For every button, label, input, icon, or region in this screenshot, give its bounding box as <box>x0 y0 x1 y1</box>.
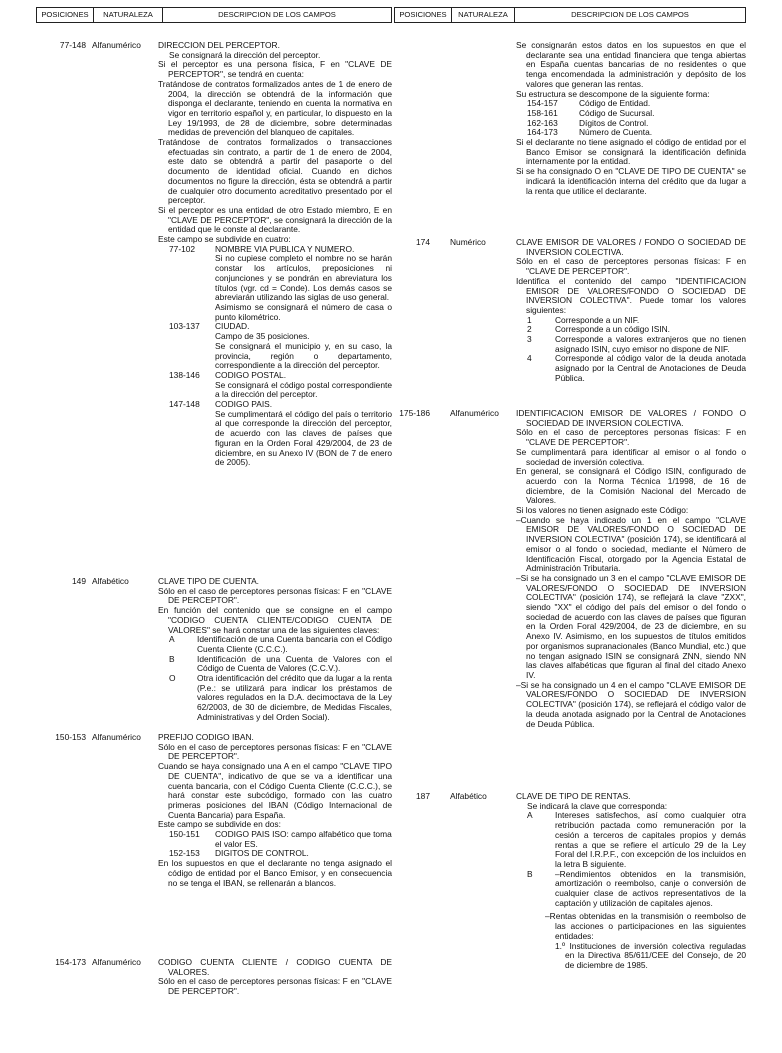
paragraph: Si no cupiese completo el nombre no se harán constar los artículos, preposiciones ni conjunciones y se pondrán en abreviatura los títulos (vgr. cd = Conde). Los demás casos se abreviarán utilizando las siglas de uso general. <box>215 253 392 303</box>
paragraph: Tratándose de contratos formalizados o transacciones efectuadas sin contrato, a partir de 1 de enero de 2004, este dato se obtendrá a partir del pasaporte o del documento de identidad oficial. Cuando en dichos documentos no figure la dirección, ésta se obtendrá a partir de cualquier otro documento acreditativo presentado por el perceptor. <box>158 137 392 206</box>
paragraph: Se indicará la clave que corresponda: <box>527 800 668 811</box>
option-item <box>516 870 746 909</box>
subfield-range: 150-151 <box>169 829 200 840</box>
field-position: 150-153 <box>55 732 86 742</box>
option-key: 3 <box>527 334 532 345</box>
option-item <box>158 655 392 674</box>
paragraph: Identifica el contenido del campo "IDENTIFICACION EMISOR DE VALORES/FONDO O SOCIEDAD DE INVERSION COLECTIVA". Puede tomar los valores siguientes: <box>516 275 746 315</box>
option-text: Identificación de una Cuenta de Valores con el Código de Cuenta de Valores (C.C.V.). <box>197 653 392 674</box>
field-type: Alfanumérico <box>450 408 499 418</box>
option-key: B <box>527 868 533 879</box>
option-text: –Rendimientos obtenidos en la transmisión, amortización o reembolso, canje o conversión de cualquier clase de activos representativos de la captación y utilización de capitales ajenos. <box>555 868 746 908</box>
subfield-range: 103-137 <box>169 321 200 332</box>
paragraph: Se cumplimentará el código del país o territorio al que corresponde la dirección del perceptor, de acuerdo con las claves de países que figuran en la Orden Foral 429/2004, de 23 de diciembre, en su Anexo IV (BON de 7 de enero de 2005). <box>215 408 392 468</box>
subfield-text: CODIGO PAIS ISO: campo alfabético que toma el valor ES. <box>215 829 392 849</box>
field-description <box>516 409 746 729</box>
right-header-table <box>394 7 746 23</box>
header-posiciones: POSICIONES <box>37 8 94 23</box>
field-title: CLAVE TIPO DE CUENTA. <box>158 576 259 586</box>
subfield-title: CODIGO POSTAL. <box>215 369 287 380</box>
field-description <box>158 733 392 888</box>
option-item <box>516 335 746 354</box>
left-column <box>36 0 392 997</box>
paragraph: En general, se consignará el Código ISIN, configurado de acuerdo con la Norma Técnica 1/1998, de 16 de diciembre, de la Comisión Nacional del Mercado de Valores. <box>516 466 746 506</box>
paragraph: –Rentas obtenidas en la transmisión o reembolso de las acciones o participaciones en las siguientes entidades: <box>545 911 746 941</box>
field-description <box>158 958 392 997</box>
option-key: O <box>169 673 176 684</box>
header-posiciones: POSICIONES <box>395 8 452 23</box>
field-position: 154-173 <box>55 957 86 967</box>
field-description <box>516 792 746 971</box>
range-text: Código de Sucursal. <box>579 107 655 118</box>
paragraph: Se consignarán estos datos en los supuestos en que el declarante sea una entidad financiera que tenga abiertas en España cuentas bancarias de no residentes o que tenga encomendada la administración y depósito de los valores que generan las rentas. <box>516 40 746 89</box>
option-key: B <box>169 653 175 664</box>
paragraph: Se cumplimentará para identificar al emisor o al fondo o sociedad de inversión colectiva. <box>516 446 746 467</box>
field-position: 149 <box>72 576 86 586</box>
option-text: Identificación de una Cuenta bancaria con el Código Cuenta Cliente (C.C.C.). <box>197 634 392 654</box>
field-position: 174 <box>416 237 430 247</box>
field-position: 175-186 <box>399 408 430 418</box>
subfield-text: DIGITOS DE CONTROL. <box>215 848 309 859</box>
paragraph: Este campo se subdivide en dos: <box>158 819 281 830</box>
field-title: PREFIJO CODIGO IBAN. <box>158 732 254 742</box>
field-type: Numérico <box>450 237 486 247</box>
range-text: Código de Entidad. <box>579 98 651 109</box>
paragraph: Asimismo se consignará el número de casa o punto kilométrico. <box>215 301 392 322</box>
subfield-title: CIUDAD. <box>215 321 250 332</box>
paragraph: Sólo en el caso de perceptores personas físicas: F en "CLAVE DE PERCEPTOR". <box>516 427 746 448</box>
paragraph: Su estructura se descompone de la siguiente forma: <box>516 88 710 99</box>
paragraph: Si el perceptor es una entidad de otro Estado miembro, E en "CLAVE DE PERCEPTOR", se consignará la dirección de la entidad que le conste al declarante. <box>158 204 392 235</box>
subfield-range: 147-148 <box>169 399 200 410</box>
field-type: Alfanumérico <box>92 40 141 50</box>
left-header-table <box>36 7 392 23</box>
right-column <box>394 0 746 970</box>
paragraph: Cuando se haya consignado una A en el campo "CLAVE TIPO DE CUENTA", indicativo de que se va a identificar una cuenta bancaria, con el Código Cuenta Cliente (C.C.C.), se hará constar este subcódigo, formado con las cuatro primeras posiciones del IBAN (Código Internacional de Cuenta Bancaria) para España. <box>158 761 392 820</box>
paragraph: Este campo se subdivide en cuatro: <box>158 234 291 245</box>
paragraph: Si el declarante no tiene asignado el código de entidad por el Banco Emisor se consignará la identificación definida internamente por la entidad. <box>516 137 746 167</box>
field-position: 187 <box>416 791 430 801</box>
subfield-range: 138-146 <box>169 369 200 380</box>
field-title: IDENTIFICACION EMISOR DE VALORES / FONDO O SOCIEDAD DE INVERSION COLECTIVA. <box>516 408 746 428</box>
paragraph: Si los valores no tienen asignado este Código: <box>516 505 689 516</box>
subfield <box>158 830 392 849</box>
field-type: Alfabético <box>450 791 487 801</box>
field-description <box>516 41 746 196</box>
paragraph: Se consignará el municipio y, en su caso, la provincia, región o departamento, correspondiente a la dirección del perceptor. <box>215 340 392 371</box>
paragraph: En función del contenido que se consigne en el campo "CODIGO CUENTA CLIENTE/CODIGO CUENTA DE VALORES" se hará constar una de las siguientes claves: <box>158 605 392 635</box>
range-text: Dígitos de Control. <box>579 117 649 128</box>
paragraph: –Si se ha consignado un 3 en el campo "CLAVE EMISOR DE VALORES/FONDO O SOCIEDAD DE INVERSION COLECTIVA" (posición 174), se reflejará la clave "ZXX", siendo "XX" el código del país del emisor o del fondo o sociedad de acuerdo con las claves de países que figuran en la Orden Foral 429/2004, de 23 de diciembre, en su Anexo IV. Asimismo, en los supuestos de títulos emitidos por organismos supranacionales (Banco Mundial, etc.) que no tengan asignado ISIN se consignará ZNN, siendo NN las claves alfabéticas que figuran al final del citado Anexo IV. <box>516 572 746 680</box>
option-key: 2 <box>527 324 532 335</box>
range-key: 164-173 <box>527 127 558 138</box>
paragraph: En los supuestos en que el declarante no tenga asignado el código de entidad por el Banco Emisor, y en consecuencia no se tenga el IBAN, se rellenarán a blancos. <box>158 858 392 888</box>
paragraph: Se consignará la dirección del perceptor. <box>169 49 321 60</box>
paragraph: Sólo en el caso de perceptores personas físicas: F en "CLAVE DE PERCEPTOR". <box>158 976 392 997</box>
subfield-title: CODIGO PAIS. <box>215 399 273 410</box>
paragraph: Campo de 35 posiciones. <box>215 331 310 342</box>
paragraph: Se consignará el código postal correspondiente a la dirección del perceptor. <box>215 379 392 400</box>
option-text: Corresponde al código valor de la deuda anotada asignado por la Central de Anotaciones de Deuda Pública. <box>555 353 746 383</box>
header-naturaleza: NATURALEZA <box>452 8 515 23</box>
paragraph: Si se ha consignado O en "CLAVE DE TIPO DE CUENTA" se indicará la identificación interna del crédito que da lugar a la renta que utilice el declarante. <box>516 166 746 196</box>
paragraph: Sólo en el caso de perceptores personas físicas: F en "CLAVE DE PERCEPTOR". <box>158 741 392 762</box>
option-key: 1 <box>527 314 532 325</box>
field-title: CODIGO CUENTA CLIENTE / CODIGO CUENTA DE VALORES. <box>158 957 392 977</box>
field-title: CLAVE DE TIPO DE RENTAS. <box>516 791 631 801</box>
paragraph: Si el perceptor es una persona física, F en "CLAVE DE PERCEPTOR", se tendrá en cuenta: <box>158 59 392 80</box>
range-key: 162-163 <box>527 117 558 128</box>
subfield-title: NOMBRE VIA PUBLICA Y NUMERO. <box>215 243 355 254</box>
range-text: Número de Cuenta. <box>579 127 653 138</box>
field-description <box>158 577 392 723</box>
header-descripcion: DESCRIPCION DE LOS CAMPOS <box>515 8 746 23</box>
field-position: 77-148 <box>59 40 86 50</box>
subfield-range: 77-102 <box>169 243 196 254</box>
paragraph: Sólo en el caso de perceptores personas físicas: F en "CLAVE DE PERCEPTOR". <box>158 585 392 606</box>
paragraph: 1.º Instituciones de inversión colectiva reguladas en la Directiva 85/611/CEE del Consejo, de 20 de diciembre de 1985. <box>555 940 746 970</box>
field-title: CLAVE EMISOR DE VALORES / FONDO O SOCIEDAD DE INVERSION COLECTIVA. <box>516 237 746 257</box>
option-key: A <box>527 810 533 821</box>
field-type: Alfanumérico <box>92 732 141 742</box>
option-text: Corresponde a valores extranjeros que no tienen asignado ISIN, cuyo emisor no dispone de NIF. <box>555 334 746 354</box>
option-text: Otra identificación del crédito que da lugar a la renta (P.e.: se utilizará para indicar los préstamos de valores regulados en la D.A. decimoctava de la Ley 62/2003, de 30 de diciembre, de Medidas Fiscales, Administrativas y del Orden Social). <box>197 673 392 722</box>
paragraph: Sólo en el caso de perceptores personas físicas: F en "CLAVE DE PERCEPTOR". <box>516 256 746 277</box>
paragraph: –Cuando se haya indicado un 1 en el campo "CLAVE EMISOR DE VALORES/FONDO O SOCIEDAD DE INVERSION COLECTIVA" (posición 174), se identificará al emisor o al fondo o sociedad, mediante el Número de Identificación Fiscal, otorgado por la Agencia Estatal de Administración Tributaria. <box>516 514 746 574</box>
option-item <box>158 635 392 654</box>
option-key: 4 <box>527 353 532 364</box>
paragraph: Tratándose de contratos formalizados antes de 1 de enero de 2004, la dirección se obtendrá de la información que disponga el declarante, teniendo en cuenta la normativa en vigor en territorio español y, en particular, lo dispuesto en la Ley 19/1993, de 28 de diciembre, sobre determinadas medidas de prevención del blanqueo de capitales. <box>158 78 392 138</box>
field-type: Alfanumérico <box>92 957 141 967</box>
subfield-range: 152-153 <box>169 848 200 859</box>
field-title: DIRECCION DEL PERCEPTOR. <box>158 40 280 50</box>
field-description <box>516 238 746 384</box>
header-naturaleza: NATURALEZA <box>94 8 163 23</box>
option-item <box>516 354 746 383</box>
range-key: 158-161 <box>527 107 558 118</box>
option-text: Intereses satisfechos, así como cualquier otra retribución pactada como remuneración por la cesión a terceros de capitales propios y demás rentas a que se refiere el artículo 29 de la Ley Foral del I.R.P.F., con excepción de los incluidos en la letra B siguiente. <box>555 810 746 869</box>
option-key: A <box>169 634 175 645</box>
option-item <box>158 674 392 723</box>
option-text: Corresponde a un código ISIN. <box>555 324 670 335</box>
header-descripcion: DESCRIPCION DE LOS CAMPOS <box>163 8 392 23</box>
option-text: Corresponde a un NIF. <box>555 314 640 325</box>
option-item <box>516 811 746 869</box>
paragraph: –Si se ha consignado un 4 en el campo "CLAVE EMISOR DE VALORES/FONDO O SOCIEDAD DE INVERSION COLECTIVA" (posición 174), se reflejará el código valor de la deuda anotada asignado por la Central de Anotaciones de Deuda Pública. <box>516 679 746 729</box>
field-type: Alfabético <box>92 576 129 586</box>
range-key: 154-157 <box>527 98 558 109</box>
field-description <box>158 41 392 468</box>
